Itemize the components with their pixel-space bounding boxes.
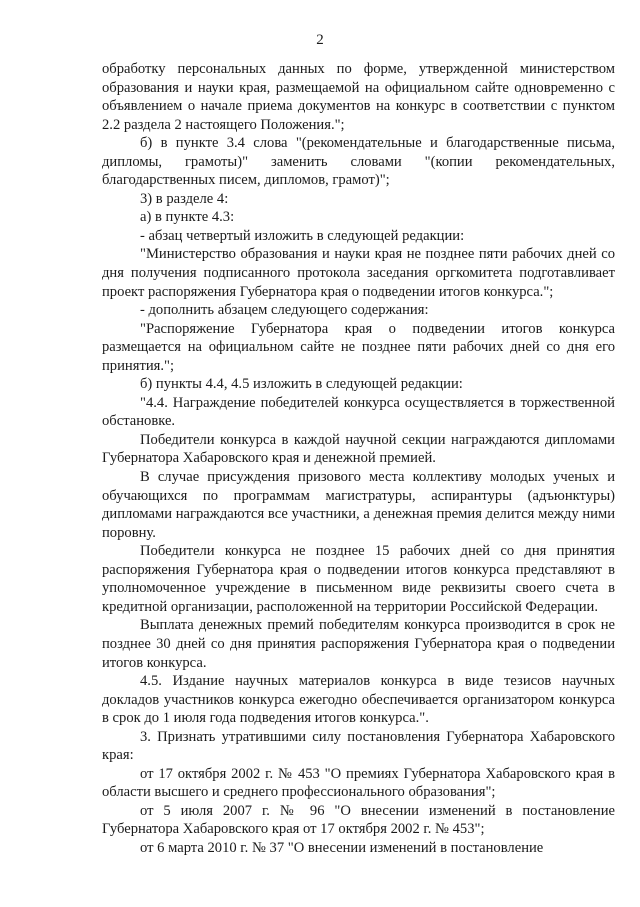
paragraph: а) в пункте 4.3:	[140, 209, 235, 226]
paragraph: от 6 марта 2010 г. № 37 "О внесении изменений в постановление	[140, 839, 544, 856]
paragraph: В случае присуждения призового места коллективу молодых ученых и обучающихся по программам магистратуры, аспирантуры (адъюнктуры) дипломами награждаются все участники, а денежная премия делится между ними поровну.	[102, 469, 615, 541]
paragraph: - дополнить абзацем следующего содержания:	[140, 302, 429, 319]
paragraph: обработку персональных данных по форме, утвержденной министерством образования и науки края, размещаемой на официальном сайте одновременно с объявлением о начале приема документов на конкурс в соответствии с пунктом 2.2 раздела 2 настоящего Положения.";	[102, 61, 615, 133]
page-number: 2	[316, 32, 324, 48]
paragraph: Победители конкурса в каждой научной секции награждаются дипломами Губернатора Хабаровского края и денежной премией.	[102, 431, 615, 467]
paragraph: б) пункты 4.4, 4.5 изложить в следующей редакции:	[140, 376, 463, 393]
paragraph: "Распоряжение Губернатора края о подведении итогов конкурса размещается на официальном сайте не позднее пяти рабочих дней со дня его принятия.";	[102, 320, 615, 374]
paragraph: "Министерство образования и науки края не позднее пяти рабочих дней со дня получения подписанного протокола заседания оргкомитета подготавливает проект распоряжения Губернатора края о подведении итогов конкурса.";	[102, 246, 615, 300]
paragraph: б) в пункте 3.4 слова "(рекомендательные и благодарственные письма, дипломы, грамоты)" заменить словами "(копии рекомендательных, благодарственных писем, дипломов, грамот)";	[102, 135, 615, 189]
paragraph: 3) в разделе 4:	[140, 190, 229, 207]
paragraph: Победители конкурса не позднее 15 рабочих дней со дня принятия распоряжения Губернатора края о подведении итогов конкурса представляют в уполномоченное учреждение в письменном виде реквизиты своего счета в кредитной организации, расположенной на территории Российской Федерации.	[102, 543, 615, 615]
paragraph: от 5 июля 2007 г. № 96 "О внесении изменений в постановление Губернатора Хабаровского края от 17 октября 2002 г. № 453";	[102, 802, 615, 838]
paragraph: от 17 октября 2002 г. № 453 "О премиях Губернатора Хабаровского края в области высшего и среднего профессионального образования";	[102, 765, 615, 801]
paragraph: "4.4. Награждение победителей конкурса осуществляется в торжественной обстановке.	[102, 394, 615, 430]
paragraph: 4.5. Издание научных материалов конкурса в виде тезисов научных докладов участников конкурса ежегодно обеспечивается организатором конкурса в срок до 1 июля года подведения итогов конкурса.".	[102, 673, 615, 727]
paragraph: - абзац четвертый изложить в следующей редакции:	[140, 227, 465, 244]
paragraph: 3. Признать утратившими силу постановления Губернатора Хабаровского края:	[102, 728, 615, 764]
document-body	[102, 60, 615, 858]
paragraph: Выплата денежных премий победителям конкурса производится в срок не позднее 30 дней со дня принятия распоряжения Губернатора края о подведении итогов конкурса.	[102, 617, 615, 671]
